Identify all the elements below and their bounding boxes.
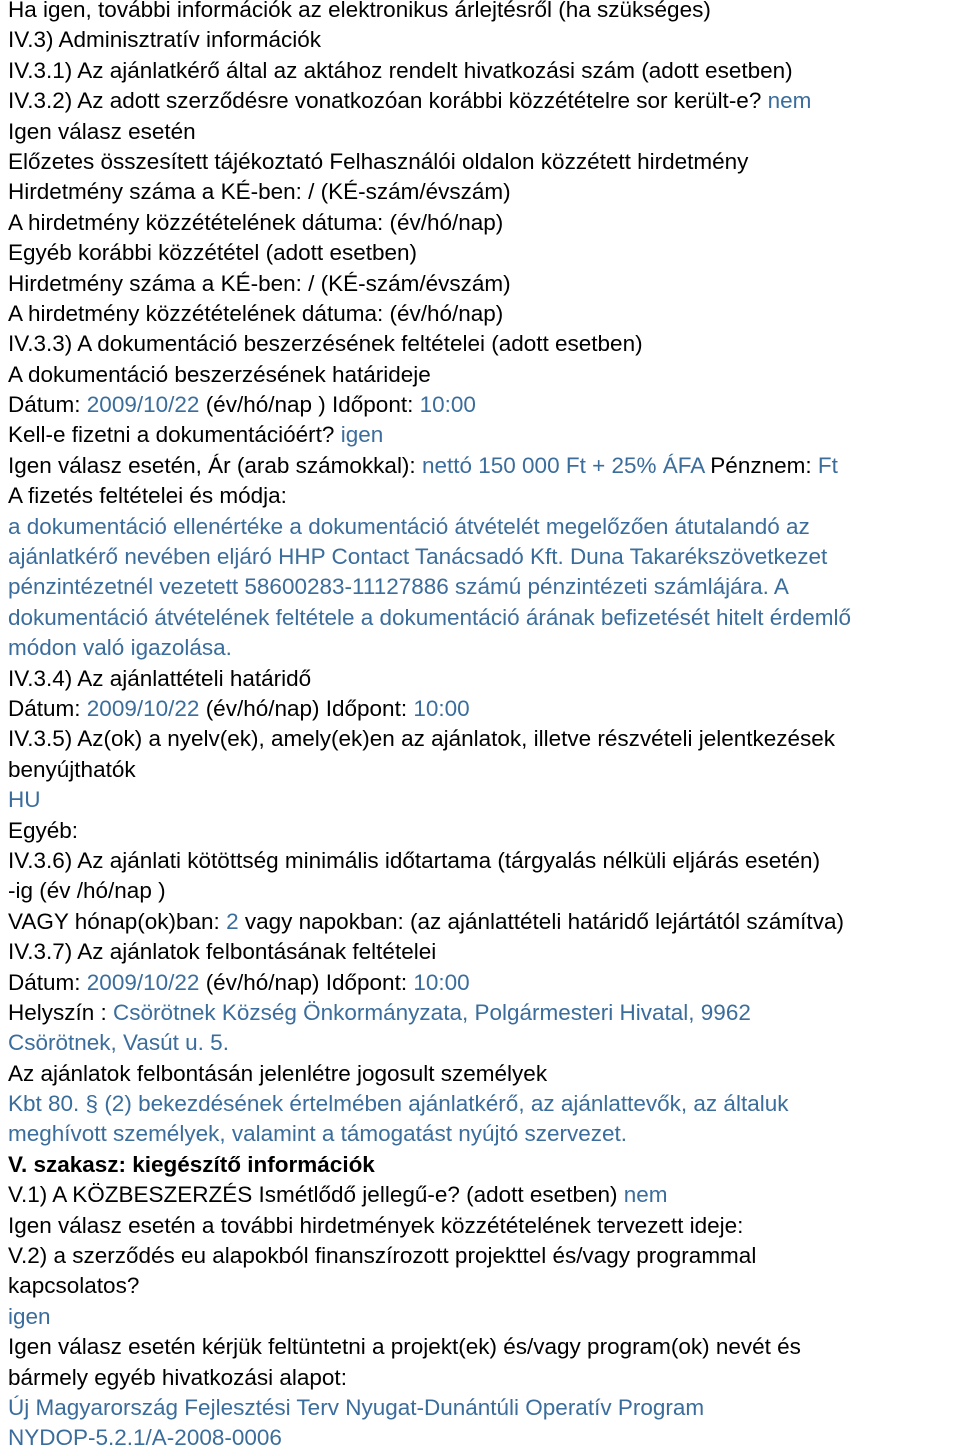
section-heading: IV.3.3) A dokumentáció beszerzésének feltételei (adott esetben): [8, 331, 643, 357]
date-value: 2009/10/22: [86, 392, 200, 418]
text-line: Hirdetmény száma a KÉ-ben: / (KÉ-szám/évszám): [8, 179, 511, 205]
payment-text-line: dokumentáció átvételének feltétele a dokumentáció árának befizetését hitelt érdemlő: [8, 604, 852, 630]
field-value: igen: [340, 422, 384, 448]
section-heading: IV.3.4) Az ajánlattételi határidő: [8, 665, 312, 691]
language-value: HU: [8, 787, 41, 813]
attendees-value: Kbt 80. § (2) bekezdésének értelmében ajánlatkérő, az ajánlattevők, az általuk: [8, 1091, 789, 1117]
field-label: Dátum:: [8, 392, 81, 418]
section-heading: V.2) a szerződés eu alapokból finanszírozott projekttel és/vagy programmal: [8, 1243, 757, 1269]
text-line: Az ajánlatok felbontásán jelenlétre jogosult személyek: [8, 1060, 548, 1086]
field-label: VAGY hónap(ok)ban:: [8, 908, 220, 934]
field-label: IV.3.2) Az adott szerződésre vonatkozóan korábbi közzétételre sor került-e?: [8, 88, 762, 114]
price-value: nettó 150 000 Ft + 25% ÁFA: [421, 452, 705, 478]
text-line: kapcsolatos?: [8, 1273, 140, 1299]
months-value: 2: [226, 908, 239, 934]
program-name-value: Új Magyarország Fejlesztési Terv Nyugat-Dunántúli Operatív Program: [8, 1394, 705, 1420]
text-line: [8, 451, 958, 481]
payment-text-line: ajánlatkérő nevében eljáró HHP Contact Tanácsadó Kft. Duna Takarékszövetkezet: [8, 544, 828, 570]
text-line: [8, 694, 958, 724]
field-label: vagy napokban: (az ajánlattételi határidő lejártától számítva): [244, 908, 844, 934]
text-line: A dokumentáció beszerzésének határideje: [8, 361, 431, 387]
text-line: benyújthatók: [8, 756, 136, 782]
section-heading: IV.3.7) Az ajánlatok felbontásának feltételei: [8, 939, 437, 965]
date-value: 2009/10/22: [86, 695, 200, 721]
payment-text-line: módon való igazolása.: [8, 635, 232, 661]
section-heading: IV.3.6) Az ajánlati kötöttség minimális időtartama (tárgyalás nélküli eljárás esetén): [8, 847, 821, 873]
currency-value: Ft: [817, 452, 838, 478]
field-value: nem: [767, 88, 812, 114]
text-line: Ha igen, további információk az elektronikus árlejtésről (ha szükséges): [8, 0, 711, 22]
date-value: 2009/10/22: [86, 969, 200, 995]
text-line: [8, 86, 958, 116]
time-value: 10:00: [419, 392, 476, 418]
time-value: 10:00: [413, 969, 470, 995]
text-line: bármely egyéb hivatkozási alapot:: [8, 1364, 347, 1390]
section-heading: IV.3) Adminisztratív információk: [8, 27, 322, 53]
text-line: Igen válasz esetén a további hirdetmények közzétételének tervezett ideje:: [8, 1212, 744, 1238]
text-line: A hirdetmény közzétételének dátuma: (év/hó/nap): [8, 300, 504, 326]
field-label: Helyszín :: [8, 999, 107, 1025]
section-heading: IV.3.1) Az ajánlatkérő által az aktához rendelt hivatkozási szám (adott esetben): [8, 57, 793, 83]
field-label: Kell-e fizetni a dokumentációért?: [8, 422, 335, 448]
time-value: 10:00: [413, 695, 470, 721]
text-line: [8, 390, 958, 420]
field-label: (év/hó/nap ) Időpont:: [205, 392, 414, 418]
text-line: Igen válasz esetén: [8, 118, 196, 144]
part-heading: V. szakasz: kiegészítő információk: [8, 1151, 375, 1177]
field-value: igen: [8, 1303, 51, 1329]
text-line: Egyéb korábbi közzététel (adott esetben): [8, 240, 417, 266]
text-line: Egyéb:: [8, 817, 79, 843]
text-line: Hirdetmény száma a KÉ-ben: / (KÉ-szám/évszám): [8, 270, 511, 296]
field-label: (év/hó/nap) Időpont:: [205, 969, 408, 995]
text-line: [8, 420, 958, 450]
location-value-continued: Csörötnek, Vasút u. 5.: [8, 1030, 229, 1056]
field-label: V.1) A KÖZBESZERZÉS Ismétlődő jellegű-e? (adott esetben): [8, 1182, 618, 1208]
payment-text-line: a dokumentáció ellenértéke a dokumentáció átvételét megelőzően átutalandó az: [8, 513, 810, 539]
text-line: [8, 998, 958, 1028]
text-line: A fizetés feltételei és módja:: [8, 483, 287, 509]
field-label: Pénznem:: [710, 452, 812, 478]
field-label: (év/hó/nap) Időpont:: [205, 695, 408, 721]
field-value: nem: [623, 1182, 668, 1208]
text-line: A hirdetmény közzétételének dátuma: (év/hó/nap): [8, 209, 504, 235]
attendees-value-continued: meghívott személyek, valamint a támogatást nyújtó szervezet.: [8, 1121, 628, 1147]
text-line: [8, 907, 958, 937]
location-value: Csörötnek Község Önkormányzata, Polgármesteri Hivatal, 9962: [113, 999, 751, 1025]
payment-text-line: pénzintézetnél vezetett 58600283-11127886 számú pénzintézeti számlájára. A: [8, 574, 789, 600]
text-line: Előzetes összesített tájékoztató Felhasználói oldalon közzétett hirdetmény: [8, 148, 749, 174]
section-heading: IV.3.5) Az(ok) a nyelv(ek), amely(ek)en az ajánlatok, illetve részvételi jelentkezések: [8, 726, 836, 752]
document-body: [8, 0, 958, 1454]
program-code-value: NYDOP-5.2.1/A-2008-0006: [8, 1425, 282, 1451]
field-label: Dátum:: [8, 969, 81, 995]
field-label: Dátum:: [8, 695, 81, 721]
text-line: Igen válasz esetén kérjük feltüntetni a projekt(ek) és/vagy program(ok) nevét és: [8, 1334, 801, 1360]
field-label: Igen válasz esetén, Ár (arab számokkal):: [8, 452, 416, 478]
text-line: [8, 968, 958, 998]
text-line: [8, 1180, 958, 1210]
text-line: -ig (év /hó/nap ): [8, 878, 166, 904]
